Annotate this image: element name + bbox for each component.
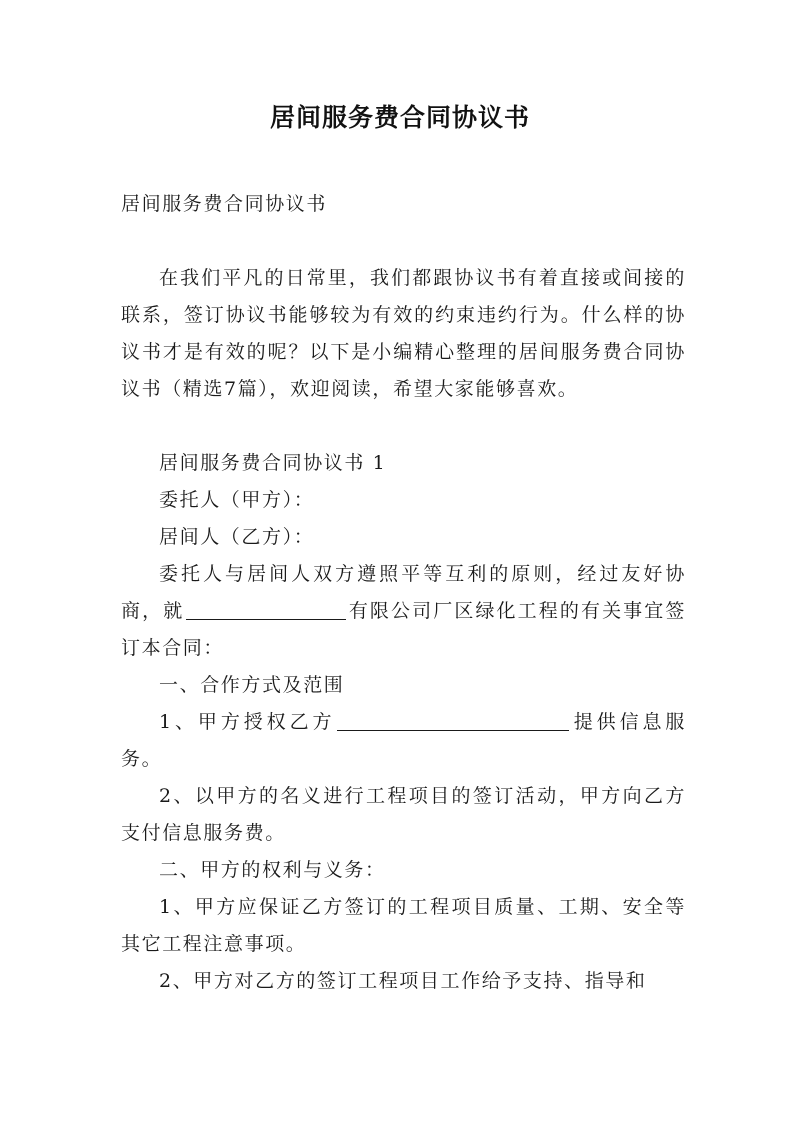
section-1-heading: 一、合作方式及范围 xyxy=(159,674,345,696)
party-a-line: 委托人（甲方）： xyxy=(159,489,315,511)
clause-1-1-text-after: 提供信息服务。 xyxy=(121,711,686,770)
preamble-paragraph xyxy=(121,556,686,667)
document-body xyxy=(121,186,686,1000)
service-scope-blank xyxy=(337,708,569,731)
clause-2-1: 1、甲方应保证乙方签订的工程项目质量、工期、安全等其它工程注意事项。 xyxy=(121,896,686,955)
document-title: 居间服务费合同协议书 xyxy=(269,103,530,132)
preamble-text-before: 委托人与居间人双方遵照平等互利的原则，经过友好协商，就 xyxy=(121,563,686,622)
intro-paragraph: 在我们平凡的日常里，我们都跟协议书有着直接或间接的联系，签订协议书能够较为有效的约束违约行为。什么样的协议书才是有效的呢？以下是小编精心整理的居间服务费合同协议书（精选7篇），欢迎阅读，希望大家能够喜欢。 xyxy=(121,267,686,400)
agreement-heading: 居间服务费合同协议书 1 xyxy=(159,452,387,474)
party-b-line: 居间人（乙方）： xyxy=(159,526,315,548)
document-subtitle: 居间服务费合同协议书 xyxy=(121,193,328,215)
section-2-heading: 二、甲方的权利与义务： xyxy=(159,859,386,881)
project-name-blank xyxy=(186,597,346,620)
clause-1-1 xyxy=(121,704,686,778)
preamble-text-after: 有限公司厂区绿化工程的有关事宜签订本合同： xyxy=(121,600,686,659)
clause-2-2: 2、甲方对乙方的签订工程项目工作给予支持、指导和 xyxy=(159,970,647,992)
clause-1-1-text-before: 1、甲方授权乙方 xyxy=(159,711,336,733)
clause-1-2: 2、以甲方的名义进行工程项目的签订活动，甲方向乙方支付信息服务费。 xyxy=(121,785,686,844)
